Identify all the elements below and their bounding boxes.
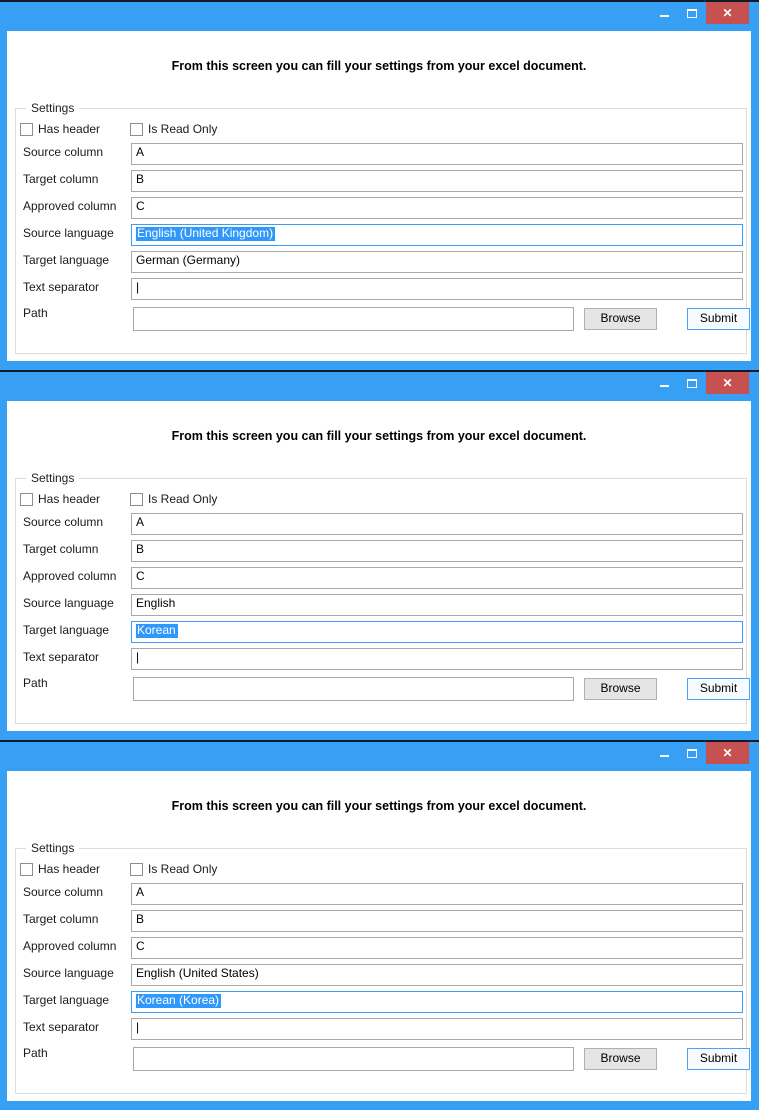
text-separator-input[interactable]: | xyxy=(131,1018,743,1040)
approved-column-label: Approved column xyxy=(23,939,117,953)
minimize-button[interactable] xyxy=(650,742,678,764)
source-column-row xyxy=(7,883,751,907)
target-column-row xyxy=(7,910,751,934)
browse-button[interactable]: Browse xyxy=(584,1048,657,1070)
has-header-checkbox[interactable] xyxy=(20,492,100,506)
maximize-icon xyxy=(687,9,697,18)
text-separator-row xyxy=(7,1018,751,1042)
maximize-icon xyxy=(687,379,697,388)
text-separator-label: Text separator xyxy=(23,650,100,664)
close-icon: ✕ xyxy=(722,376,733,390)
target-language-label: Target language xyxy=(23,623,110,637)
dialog-content xyxy=(7,771,751,1101)
minimize-icon xyxy=(660,15,669,17)
approved-column-input[interactable]: C xyxy=(131,567,743,589)
approved-column-label: Approved column xyxy=(23,199,117,213)
checkbox-icon[interactable] xyxy=(130,863,143,876)
source-language-row xyxy=(7,594,751,618)
close-button[interactable] xyxy=(706,742,749,764)
target-language-input[interactable] xyxy=(131,621,743,643)
source-language-label: Source language xyxy=(23,966,114,980)
approved-column-row xyxy=(7,197,751,221)
target-language-label: Target language xyxy=(23,253,110,267)
heading-text: From this screen you can fill your settings from your excel document. xyxy=(171,799,587,813)
has-header-label: Has header xyxy=(38,122,101,136)
settings-groupbox-label: Settings xyxy=(26,101,79,115)
source-language-input[interactable]: English xyxy=(131,594,743,616)
path-label: Path xyxy=(23,306,48,320)
path-input[interactable] xyxy=(133,307,574,331)
target-column-label: Target column xyxy=(23,542,99,556)
target-column-input[interactable]: B xyxy=(131,910,743,932)
settings-window-3 xyxy=(0,740,759,1110)
path-label: Path xyxy=(23,676,48,690)
dialog-content xyxy=(7,31,751,361)
target-column-row xyxy=(7,170,751,194)
window-controls xyxy=(650,372,749,394)
browse-button[interactable]: Browse xyxy=(584,308,657,330)
maximize-icon xyxy=(687,749,697,758)
checkbox-icon[interactable] xyxy=(20,493,33,506)
maximize-button[interactable] xyxy=(678,2,706,24)
titlebar[interactable] xyxy=(0,2,759,29)
approved-column-row xyxy=(7,937,751,961)
minimize-button[interactable] xyxy=(650,2,678,24)
has-header-checkbox[interactable] xyxy=(20,862,100,876)
path-label: Path xyxy=(23,1046,48,1060)
minimize-icon xyxy=(660,385,669,387)
settings-groupbox-label: Settings xyxy=(26,841,79,855)
heading-text: From this screen you can fill your settings from your excel document. xyxy=(171,59,587,73)
source-column-input[interactable]: A xyxy=(131,883,743,905)
target-column-label: Target column xyxy=(23,172,99,186)
maximize-button[interactable] xyxy=(678,372,706,394)
path-input[interactable] xyxy=(133,677,574,701)
is-read-only-checkbox[interactable] xyxy=(130,862,217,876)
path-row xyxy=(7,676,751,702)
source-language-input[interactable]: English (United States) xyxy=(131,964,743,986)
checkbox-icon[interactable] xyxy=(20,863,33,876)
checkbox-icon[interactable] xyxy=(130,123,143,136)
text-separator-input[interactable]: | xyxy=(131,278,743,300)
source-column-label: Source column xyxy=(23,885,104,899)
target-column-input[interactable]: B xyxy=(131,170,743,192)
is-read-only-checkbox[interactable] xyxy=(130,122,217,136)
selected-text: Korean xyxy=(137,623,176,637)
target-language-input[interactable]: German (Germany) xyxy=(131,251,743,273)
minimize-button[interactable] xyxy=(650,372,678,394)
close-button[interactable] xyxy=(706,372,749,394)
target-language-input[interactable] xyxy=(131,991,743,1013)
source-language-row xyxy=(7,964,751,988)
submit-button[interactable]: Submit xyxy=(687,678,750,700)
source-language-input[interactable] xyxy=(131,224,743,246)
close-button[interactable] xyxy=(706,2,749,24)
text-separator-row xyxy=(7,278,751,302)
has-header-label: Has header xyxy=(38,492,101,506)
source-column-row xyxy=(7,513,751,537)
source-language-label: Source language xyxy=(23,226,114,240)
text-separator-label: Text separator xyxy=(23,280,100,294)
checkbox-icon[interactable] xyxy=(20,123,33,136)
settings-window-2 xyxy=(0,370,759,740)
target-language-row xyxy=(7,621,751,645)
path-row xyxy=(7,306,751,332)
text-separator-row xyxy=(7,648,751,672)
has-header-checkbox[interactable] xyxy=(20,122,100,136)
target-column-input[interactable]: B xyxy=(131,540,743,562)
window-controls xyxy=(650,742,749,764)
source-language-row xyxy=(7,224,751,248)
maximize-button[interactable] xyxy=(678,742,706,764)
minimize-icon xyxy=(660,755,669,757)
source-column-label: Source column xyxy=(23,145,104,159)
heading-text: From this screen you can fill your settings from your excel document. xyxy=(171,429,587,443)
is-read-only-label: Is Read Only xyxy=(148,122,218,136)
target-language-row xyxy=(7,251,751,275)
path-row xyxy=(7,1046,751,1072)
titlebar[interactable] xyxy=(0,372,759,399)
approved-column-row xyxy=(7,567,751,591)
checkbox-icon[interactable] xyxy=(130,493,143,506)
approved-column-input[interactable]: C xyxy=(131,197,743,219)
close-icon: ✕ xyxy=(722,746,733,760)
close-icon: ✕ xyxy=(722,6,733,20)
dialog-content xyxy=(7,401,751,731)
approved-column-label: Approved column xyxy=(23,569,117,583)
selected-text: Korean (Korea) xyxy=(137,993,220,1007)
source-column-row xyxy=(7,143,751,167)
has-header-label: Has header xyxy=(38,862,101,876)
text-separator-input[interactable]: | xyxy=(131,648,743,670)
path-input[interactable] xyxy=(133,1047,574,1071)
selected-text: English (United Kingdom) xyxy=(137,226,274,240)
target-column-label: Target column xyxy=(23,912,99,926)
submit-button[interactable]: Submit xyxy=(687,1048,750,1070)
source-column-input[interactable]: A xyxy=(131,143,743,165)
settings-groupbox-label: Settings xyxy=(26,471,79,485)
target-language-row xyxy=(7,991,751,1015)
submit-button[interactable]: Submit xyxy=(687,308,750,330)
text-separator-label: Text separator xyxy=(23,1020,100,1034)
source-language-label: Source language xyxy=(23,596,114,610)
source-column-input[interactable]: A xyxy=(131,513,743,535)
target-language-label: Target language xyxy=(23,993,110,1007)
target-column-row xyxy=(7,540,751,564)
settings-window-1 xyxy=(0,0,759,370)
browse-button[interactable]: Browse xyxy=(584,678,657,700)
approved-column-input[interactable]: C xyxy=(131,937,743,959)
is-read-only-checkbox[interactable] xyxy=(130,492,217,506)
is-read-only-label: Is Read Only xyxy=(148,492,218,506)
source-column-label: Source column xyxy=(23,515,104,529)
titlebar[interactable] xyxy=(0,742,759,769)
window-controls xyxy=(650,2,749,24)
is-read-only-label: Is Read Only xyxy=(148,862,218,876)
